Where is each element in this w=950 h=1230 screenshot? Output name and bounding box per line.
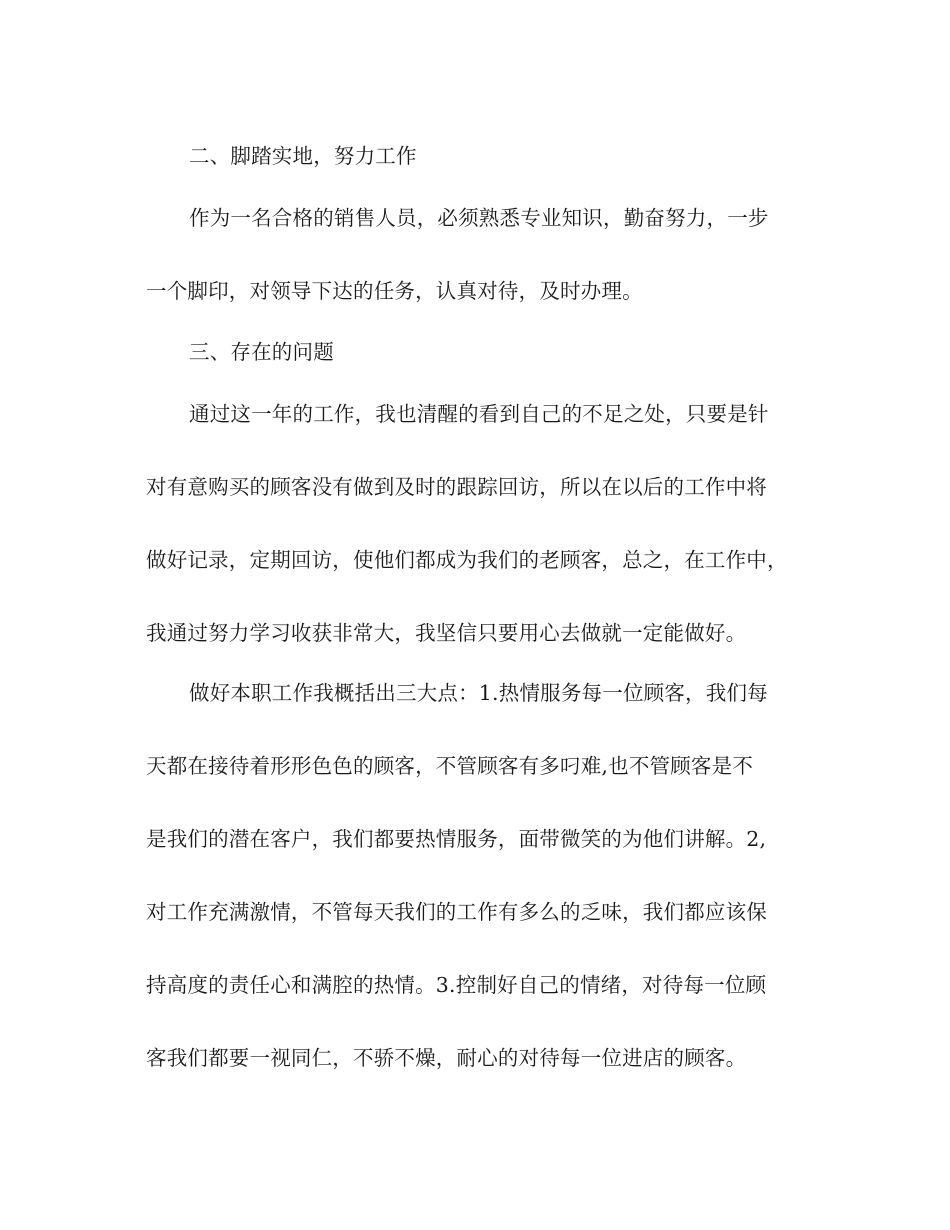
paragraph-line: 持高度的责任心和满腔的热情。3.控制好自己的情绪，对待每一位顾 [146,973,767,997]
paragraph-line: 是我们的潜在客户，我们都要热情服务，面带微笑的为他们讲解。2, [146,827,767,851]
section-heading-2: 二、脚踏实地，努力工作 [189,144,417,168]
paragraph-line: 对有意购买的顾客没有做到及时的跟踪回访，所以在以后的工作中将 [146,475,767,499]
paragraph-line: 对工作充满激情，不管每天我们的工作有多么的乏味，我们都应该保 [146,900,767,924]
paragraph-line: 天都在接待着形形色色的顾客，不管顾客有多叼难,也不管顾客是不 [146,754,754,778]
section-heading-3: 三、存在的问题 [189,340,334,364]
paragraph-line: 做好记录，定期回访，使他们都成为我们的老顾客，总之，在工作中， [146,548,788,572]
paragraph-line: 我通过努力学习收获非常大，我坚信只要用心去做就一定能做好。 [146,621,747,645]
paragraph-line: 通过这一年的工作，我也清醒的看到自己的不足之处，只要是针 [189,402,769,426]
paragraph-line: 作为一名合格的销售人员，必须熟悉专业知识，勤奋努力，一步 [189,206,769,230]
paragraph-line: 客我们都要一视同仁，不骄不燥，耐心的对待每一位进店的顾客。 [146,1046,747,1070]
paragraph-line: 做好本职工作我概括出三大点：1.热情服务每一位顾客，我们每 [189,681,768,705]
paragraph-line: 一个脚印，对领导下达的任务，认真对待，及时办理。 [146,279,643,303]
